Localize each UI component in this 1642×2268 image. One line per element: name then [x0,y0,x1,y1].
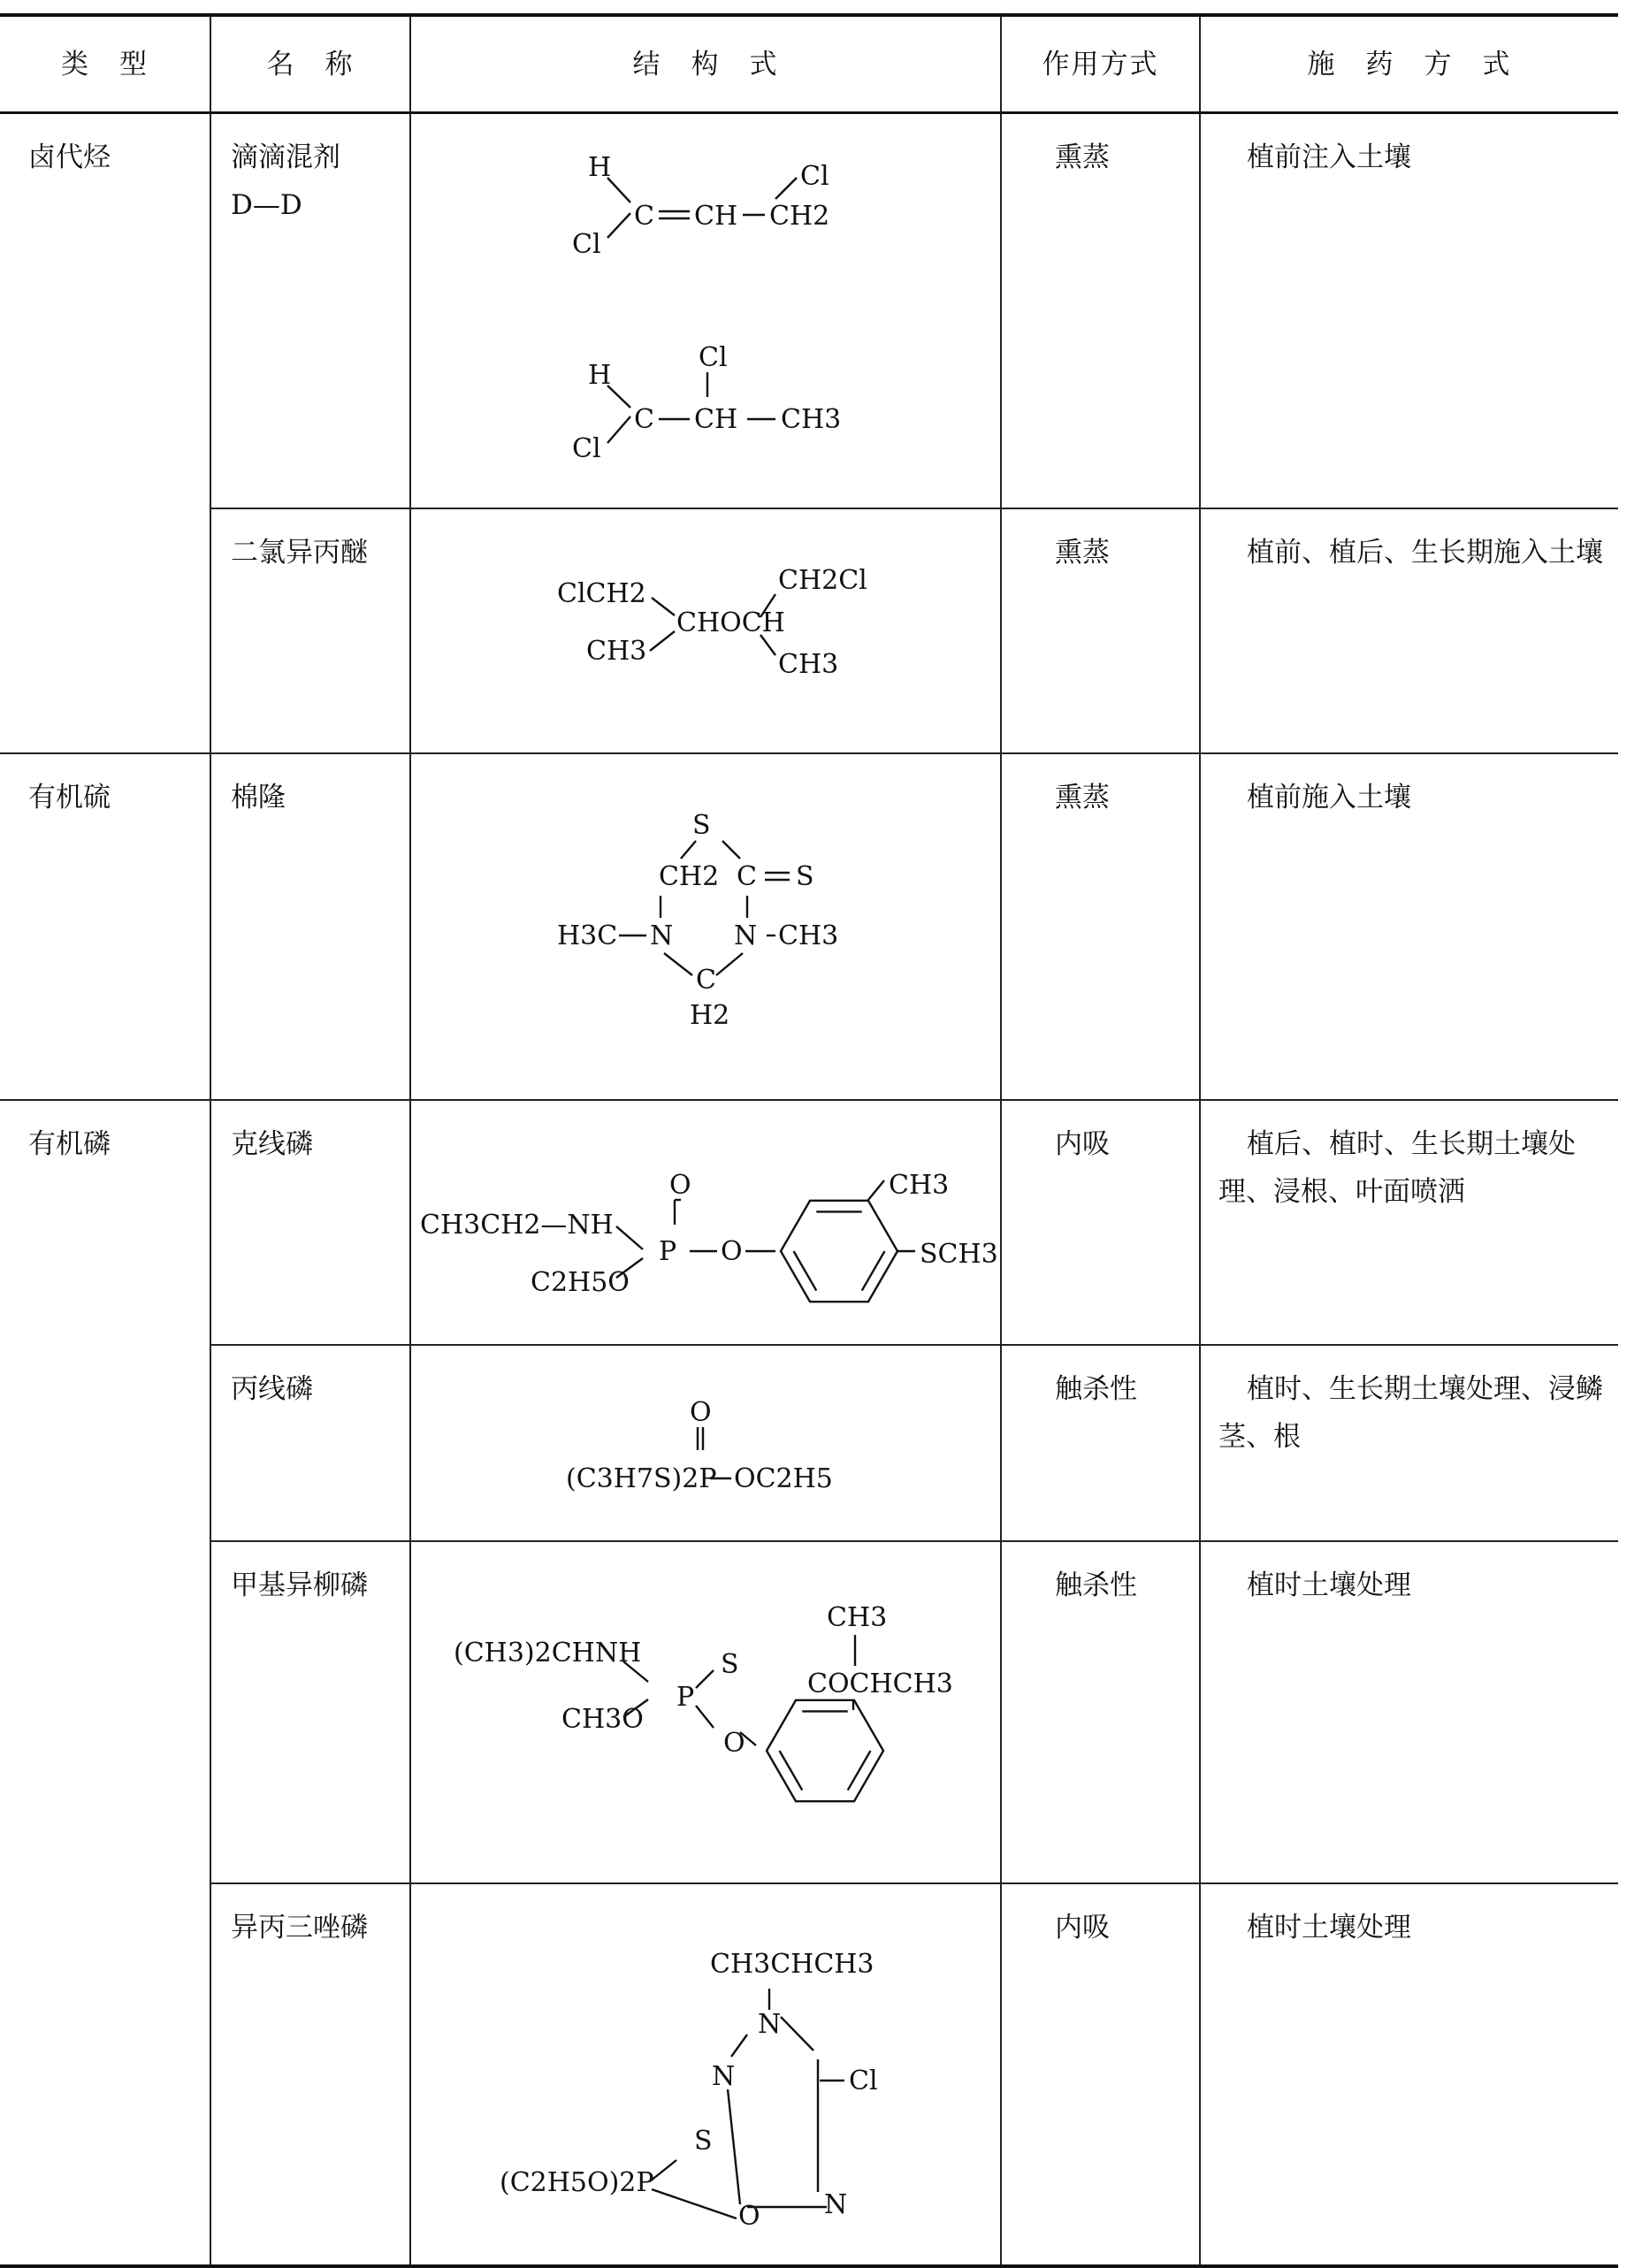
cell-mode [1001,1541,1200,1883]
cell-mode [1001,1100,1200,1345]
formula-label: CH3 [827,1602,888,1633]
cell-application [1200,753,1618,1100]
formula-label: H [588,152,612,183]
formula-label: O [669,1170,691,1201]
formula-label: O [690,1397,712,1428]
cell-name [210,1345,410,1541]
cell-type [0,113,210,509]
formula-label: ClCH2 [557,578,646,609]
formula-label: CH3O [561,1704,644,1735]
cell-type [0,508,210,753]
application-text: 植后、植时、生长期土壤处理、浸根、叶面喷洒 [1218,1128,1576,1208]
cell-type [0,753,210,1100]
formula-label: P [659,1236,677,1267]
bond-line [775,178,797,199]
cell-structure [410,1541,1001,1883]
formula-label: (CH3)2CHNH [454,1638,642,1669]
formula-label: CH3CH2—NH [420,1210,614,1241]
structural-formula [411,1542,1002,1882]
formula-label: CH2Cl [778,565,867,596]
bond-line [652,598,675,615]
benzene-ring [767,1700,883,1801]
bond-line [731,2035,747,2057]
structural-formula [411,1346,1002,1540]
cell-name [210,1883,410,2266]
bond-line [607,213,630,238]
formula-label: O [721,1236,743,1267]
mode-text: 内吸 [1055,1128,1110,1160]
table-row [0,508,1618,753]
formula-label: N [712,2061,736,2092]
name-text: 甲基异柳磷 [231,1569,368,1601]
bond-line [681,841,696,859]
formula-label: O [738,2201,760,2232]
mode-text: 内吸 [1055,1912,1110,1943]
cell-type [0,1541,210,1883]
cell-application [1200,1345,1618,1541]
cell-structure [410,1345,1001,1541]
formula-label: CH [694,404,738,435]
formula-label: C [634,201,654,232]
cell-type [0,1345,210,1541]
benzene-ring [781,1201,897,1302]
formula-label: CH3 [778,920,839,951]
formula-label: CH2 [769,201,830,232]
cell-application [1200,1100,1618,1345]
type-text [0,508,210,528]
cell-structure [410,508,1001,753]
bond-line [848,1751,871,1791]
structural-formula [411,1101,1002,1344]
bond-line [652,2189,737,2218]
bond-line [728,2089,740,2204]
nematicide-table [0,13,1618,2268]
cell-application [1200,1883,1618,2266]
mode-text: 熏蒸 [1055,141,1110,173]
formula-label: C [634,404,654,435]
header-structure: 结 构 式 [410,15,1001,113]
type-text [0,1345,210,1364]
formula-label: COCHCH3 [807,1669,953,1699]
formula-label: CH3 [781,404,842,435]
bond-line [868,1180,884,1200]
formula-label: H2 [690,1000,730,1031]
bond-line [781,2017,813,2050]
formula-label: S [796,861,814,892]
cell-application [1200,1541,1618,1883]
application-text: 植时、生长期土壤处理、浸鳞茎、根 [1218,1373,1603,1453]
header-mode: 作用方式 [1001,15,1200,113]
bond-line [722,841,740,859]
type-text [0,1883,210,1903]
bond-line [696,1706,714,1728]
table-row [0,1345,1618,1541]
cell-mode [1001,508,1200,753]
cell-name [210,508,410,753]
formula-label: S [721,1649,739,1680]
formula-label: Cl [849,2066,878,2096]
formula-label: CH3 [778,649,839,680]
cell-mode [1001,113,1200,509]
name-text: 棉隆 [231,782,286,813]
formula-label: N [734,920,758,951]
formula-label: S [692,810,711,841]
bond-line [716,953,743,975]
cell-application [1200,113,1618,509]
application-text: 植前注入土壤 [1247,141,1411,173]
header-row [0,15,1618,113]
cell-structure [410,753,1001,1100]
table-row [0,113,1618,509]
cell-structure [410,1883,1001,2266]
formula-label: Cl [800,161,829,192]
type-text: 有机硫 [28,782,111,813]
bond-line [650,631,675,651]
formula-label: O [723,1728,745,1759]
formula-label: (C3H7S)2P [566,1463,717,1494]
formula-label: C2H5O [531,1267,630,1298]
application-text: 植时土壤处理 [1247,1912,1411,1943]
type-text: 卤代烃 [28,141,111,173]
bond-line [607,178,630,202]
name-text: 丙线磷 [231,1373,313,1405]
formula-label: P [676,1682,695,1713]
formula-label: N [824,2189,848,2220]
cell-type [0,1883,210,2266]
formula-label: (C2H5O)2P [500,2167,654,2198]
application-text: 植时土壤处理 [1247,1569,1411,1601]
formula-label: CH3 [889,1170,950,1201]
cell-structure [410,1100,1001,1345]
bond-line [794,1251,817,1291]
type-text: 有机磷 [28,1128,111,1160]
formula-label: Cl [572,433,601,464]
formula-label: CH2 [659,861,720,892]
mode-text: 熏蒸 [1055,782,1110,813]
name-text: 克线磷 [231,1128,313,1160]
formula-label: N [650,920,674,951]
bond-line [862,1251,885,1291]
cell-name [210,113,410,509]
table-row [0,753,1618,1100]
formula-label: CH3CHCH3 [710,1949,874,1980]
formula-label: H [588,360,612,391]
bond-line [607,416,630,443]
mode-text: 触杀性 [1055,1569,1137,1601]
structural-formula [411,509,1002,752]
structural-formula [411,754,1002,1099]
formula-label: Cl [699,342,728,373]
structural-formula [411,114,1002,508]
name-text: 滴滴混剂 [231,141,340,173]
cell-application [1200,508,1618,753]
cell-mode [1001,753,1200,1100]
bond-line [664,953,692,975]
formula-label: S [694,2126,713,2157]
bond-line [780,1751,803,1791]
formula-label: SCH3 [920,1239,998,1270]
formula-label: C [696,965,716,996]
formula-label: CH [694,201,738,232]
formula-label: C [737,861,757,892]
table-row [0,1883,1618,2266]
cell-structure [410,113,1001,509]
application-text: 植前施入土壤 [1247,782,1411,813]
table-row [0,1100,1618,1345]
mode-text: 触杀性 [1055,1373,1137,1405]
cell-name [210,1541,410,1883]
application-text: 植前、植后、生长期施入土壤 [1247,537,1603,569]
structural-formula [411,1884,1002,2264]
type-text [0,1541,210,1561]
header-application: 施 药 方 式 [1200,15,1618,113]
formula-label: CH3 [586,636,647,667]
name-alias: D—D [231,189,302,221]
bond-line [607,386,630,408]
mode-text: 熏蒸 [1055,537,1110,569]
header-type: 类 型 [0,15,210,113]
cell-name [210,1100,410,1345]
name-text: 二氯异丙醚 [231,537,368,569]
formula-label: N [758,2009,782,2040]
bond-line [616,1226,643,1249]
formula-label: H3C [557,920,618,951]
header-name: 名 称 [210,15,410,113]
formula-label: OC2H5 [734,1463,833,1494]
formula-label: Cl [572,229,601,260]
cell-name [210,753,410,1100]
bond-line [696,1670,714,1688]
cell-type [0,1100,210,1345]
name-text: 异丙三唑磷 [231,1912,368,1943]
cell-mode [1001,1345,1200,1541]
formula-label: CHOCH [676,607,785,638]
table-row [0,1541,1618,1883]
cell-mode [1001,1883,1200,2266]
